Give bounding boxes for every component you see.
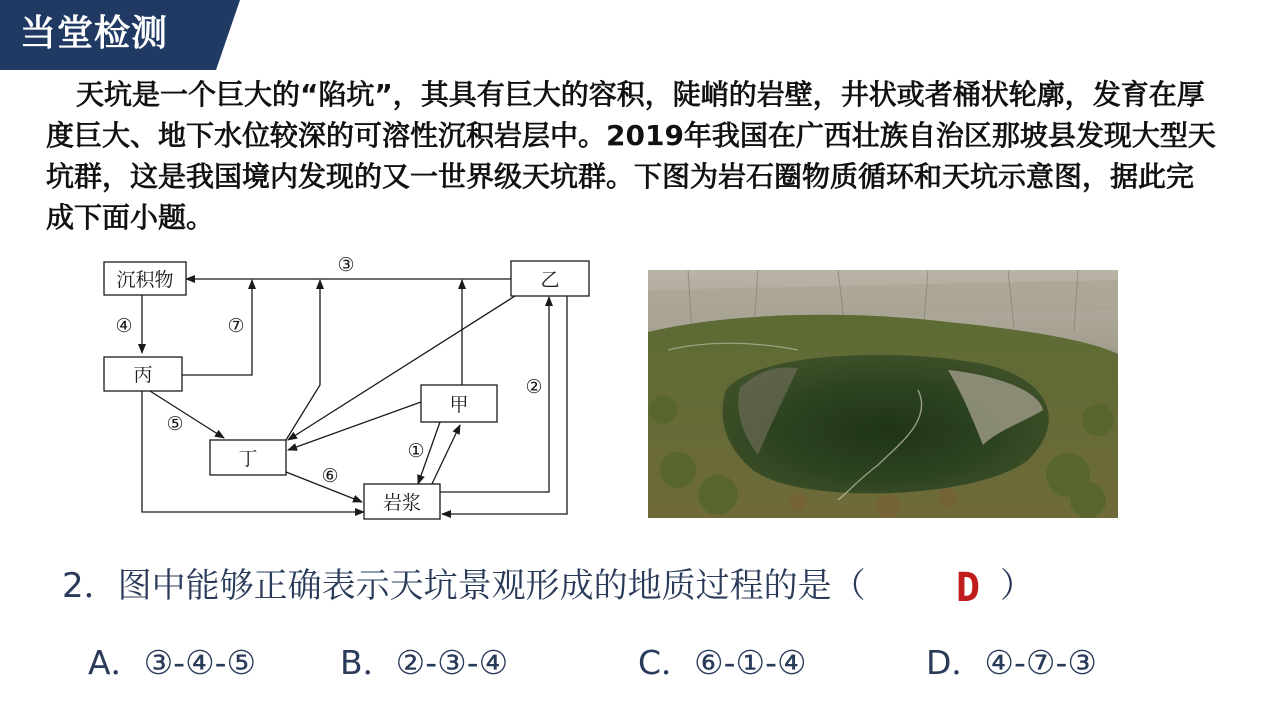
option-c[interactable] <box>638 640 807 686</box>
arrow-jia-ding <box>288 402 421 450</box>
option-a-letter: A． <box>88 643 144 682</box>
option-c-letter: C． <box>638 643 695 682</box>
arrow-label-5: ⑤ <box>166 413 184 435</box>
tiankeng-photo <box>648 270 1118 518</box>
arrow-label-1: ① <box>407 440 425 462</box>
arrow-label-3: ③ <box>337 254 355 276</box>
arrow-1-up <box>430 425 460 488</box>
arrow-5 <box>150 391 224 438</box>
arrow-ding-up <box>286 280 320 440</box>
option-d-letter: D． <box>926 643 985 682</box>
question-close-paren: ） <box>1000 566 1034 606</box>
slide-title: 当堂检测 <box>20 13 169 54</box>
arrow-label-2: ② <box>525 376 543 398</box>
option-d[interactable] <box>926 640 1097 686</box>
label-jia: 甲 <box>449 394 469 416</box>
option-d-text: ④-⑦-③ <box>984 643 1097 682</box>
question-passage: 天坑是一个巨大的“陷坑”，其具有巨大的容积，陡峭的岩壁，井状或者桶状轮廓，发育在厚度巨大、地下水位较深的可溶性沉积岩层中。2019年我国在广西壮族自治区那坡县发现大型天坑群，这是我国境内发现的又一世界级天坑群。下图为岩石圈物质循环和天坑示意图，据此完成下面小题。 <box>46 78 1216 234</box>
arrow-label-7: ⑦ <box>227 315 245 337</box>
arrow-label-4: ④ <box>115 315 133 337</box>
arrow-label-6: ⑥ <box>321 465 339 487</box>
label-yi: 乙 <box>540 269 560 291</box>
label-bing: 丙 <box>133 364 153 386</box>
rock-cycle-diagram <box>100 250 600 525</box>
answer-letter: D <box>956 565 981 611</box>
option-c-text: ⑥-①-④ <box>694 643 807 682</box>
option-a[interactable] <box>88 640 256 686</box>
option-b[interactable] <box>340 640 508 686</box>
option-a-text: ③-④-⑤ <box>143 643 257 682</box>
label-sediment: 沉积物 <box>116 269 174 291</box>
question-text: 2．图中能够正确表示天坑景观形成的地质过程的是（ <box>62 566 866 606</box>
option-b-text: ②-③-④ <box>395 643 509 682</box>
label-magma: 岩浆 <box>382 492 422 514</box>
option-b-letter: B． <box>340 643 396 682</box>
label-ding: 丁 <box>238 448 258 470</box>
